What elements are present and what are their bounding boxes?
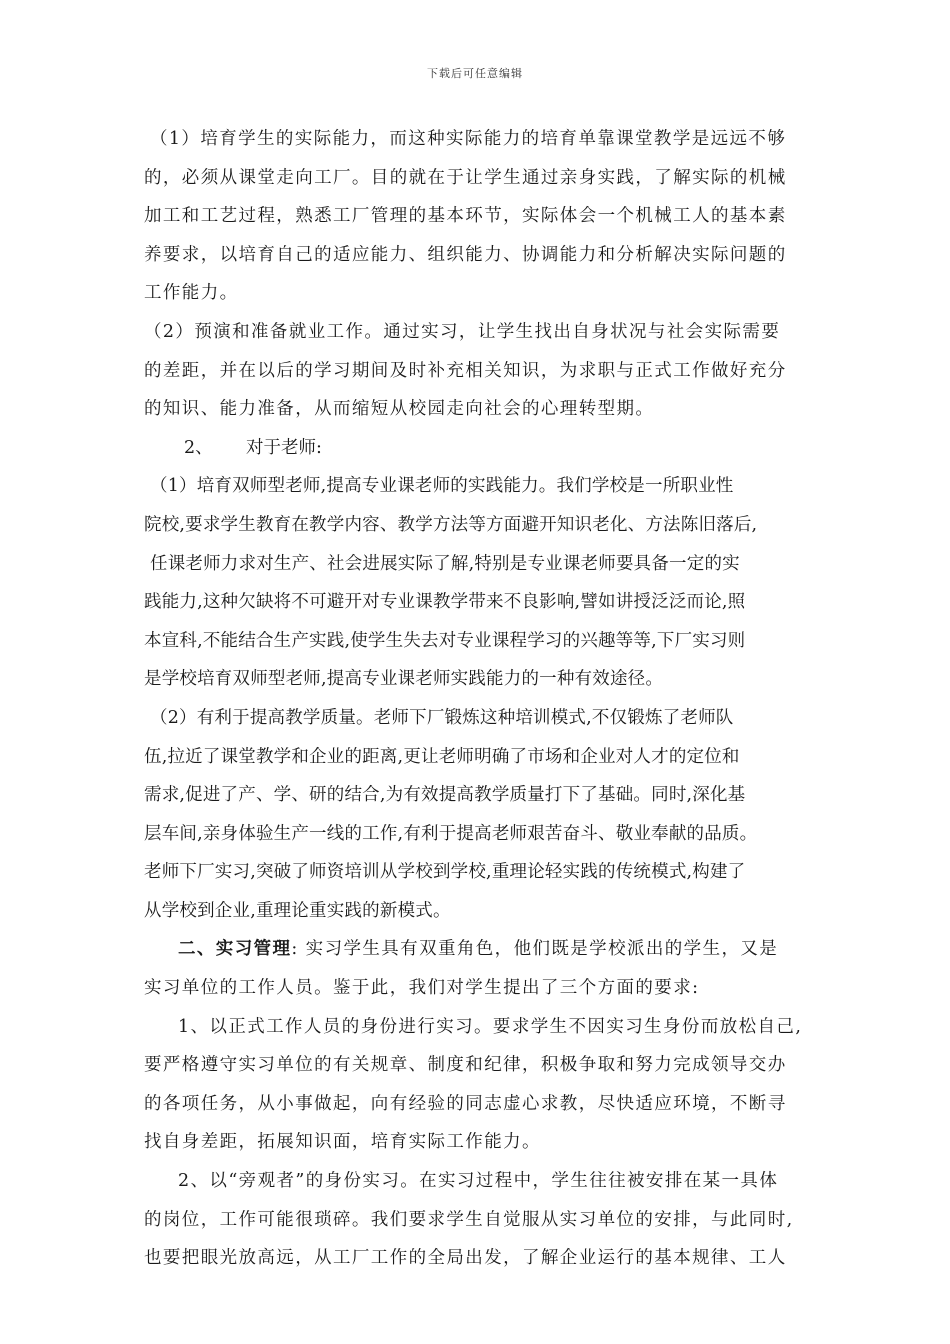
- paragraph-line: 加工和工艺过程，熟悉工厂管理的基本环节，实际体会一个机械工人的基本素: [144, 206, 787, 227]
- section-heading-text: 对于老师:: [246, 437, 322, 458]
- document-body: [144, 120, 810, 1278]
- list-item-line: 找自身差距，拓展知识面，培育实际工作能力。: [144, 1132, 541, 1153]
- section-intro-text: : 实习学生具有双重角色，他们既是学校派出的学生，又是: [291, 939, 779, 960]
- paragraph-line: 伍,拉近了课堂教学和企业的距离,更让老师明确了市场和企业对人才的定位和: [144, 746, 740, 767]
- paragraph-line: （1）培育双师型老师,提高专业课老师的实践能力。我们学校是一所职业性: [150, 476, 734, 497]
- paragraph-line: （2）预演和准备就业工作。通过实习，让学生找出自身状况与社会实际需要: [144, 321, 781, 342]
- paragraph-line: 工作能力。: [144, 283, 239, 304]
- paragraph-line: 任课老师力求对生产、社会进展实际了解,特别是专业课老师要具备一定的实: [150, 553, 740, 574]
- list-item-line: 要严格遵守实习单位的有关规章、制度和纪律，积极争取和努力完成领导交办: [144, 1055, 787, 1076]
- paragraph-line: 需求,促进了产、学、研的结合,为有效提高教学质量打下了基础。同时,深化基: [144, 785, 746, 806]
- paragraph-line: （2）有利于提高教学质量。老师下厂锻炼这种培训模式,不仅锻炼了老师队: [150, 707, 734, 728]
- page-header-note: 下载后可任意编辑: [427, 67, 523, 80]
- list-item-line: 2、以“旁观者”的身份实习。在实习过程中，学生往往被安排在某一具体: [178, 1171, 779, 1192]
- list-item-line: 的岗位，工作可能很琐碎。我们要求学生自觉服从实习单位的安排，与此同时,: [144, 1209, 794, 1230]
- paragraph-line: 践能力,这种欠缺将不可避开对专业课教学带来不良影响,譬如讲授泛泛而论,照: [144, 592, 746, 613]
- list-item-line: 也要把眼光放高远，从工厂工作的全局出发，了解企业运行的基本规律、工人: [144, 1248, 787, 1269]
- list-item-line: 的各项任务，从小事做起，向有经验的同志虚心求教，尽快适应环境，不断寻: [144, 1093, 787, 1114]
- paragraph-line: 从学校到企业,重理论重实践的新模式。: [144, 900, 451, 921]
- paragraph-line: 养要求，以培育自己的适应能力、组织能力、协调能力和分析解决实际问题的: [144, 244, 787, 265]
- paragraph-line: 老师下厂实习,突破了师资培训从学校到学校,重理论轻实践的传统模式,构建了: [144, 862, 746, 883]
- section-heading-number: 2、: [184, 437, 213, 458]
- section-title-bold: 二、实习管理: [178, 939, 292, 960]
- paragraph-line: 本宣科,不能结合生产实践,使学生失去对专业课程学习的兴趣等等,下厂实习则: [144, 630, 746, 651]
- paragraph-line: 的差距，并在以后的学习期间及时补充相关知识，为求职与正式工作做好充分: [144, 360, 787, 381]
- paragraph-line: （1）培育学生的实际能力，而这种实际能力的培育单靠课堂教学是远远不够: [150, 129, 787, 149]
- section-heading-line: [144, 930, 810, 969]
- paragraph-line: 的知识、能力准备，从而缩短从校园走向社会的心理转型期。: [144, 399, 655, 420]
- paragraph-line: 实习单位的工作人员。鉴于此，我们对学生提出了三个方面的要求:: [144, 978, 700, 999]
- paragraph-line: 层车间,亲身体验生产一线的工作,有利于提高老师艰苦奋斗、敬业奉献的品质。: [144, 823, 758, 844]
- paragraph-line: 的，必须从课堂走向工厂。目的就在于让学生通过亲身实践，了解实际的机械: [144, 167, 787, 188]
- section-heading: [144, 429, 810, 468]
- paragraph-line: 是学校培育双师型老师,提高专业课老师实践能力的一种有效途径。: [144, 669, 664, 690]
- paragraph-line: 院校,要求学生教育在教学内容、教学方法等方面避开知识老化、方法陈旧落后,: [144, 514, 758, 535]
- list-item-line: 1、以正式工作人员的身份进行实习。要求学生不因实习生身份而放松自己,: [178, 1016, 803, 1037]
